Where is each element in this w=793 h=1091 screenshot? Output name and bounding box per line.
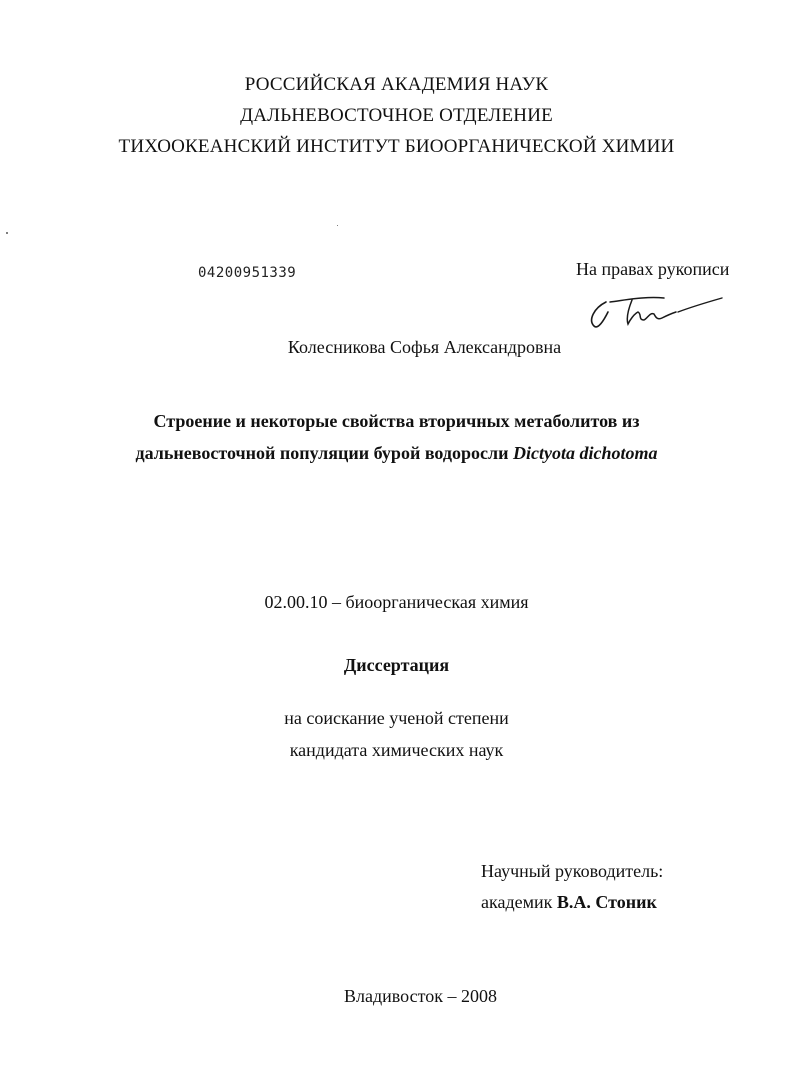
institute-name: ТИХООКЕАНСКИЙ ИНСТИТУТ БИООРГАНИЧЕСКОЙ ХИМИИ — [118, 136, 675, 157]
city-year: Владивосток – 2008 — [344, 986, 497, 1006]
dissertation-title-line-1: Строение и некоторые свойства вторичных метаболитов из — [153, 411, 640, 431]
supervisor-label: Научный руководитель: — [481, 861, 664, 881]
specialty-code: 02.00.10 – биоорганическая химия — [264, 592, 529, 612]
supervisor-name: В.А. Стоник — [556, 892, 657, 912]
degree-line-2: кандидата химических наук — [289, 740, 504, 760]
species-name: Dictyota dichotoma — [512, 443, 658, 463]
registration-number: 04200951339 — [198, 265, 297, 281]
title-text: дальневосточной популяции бурой водоросли — [135, 443, 513, 463]
author-name: Колесникова Софья Александровна — [287, 337, 562, 357]
dissertation-title-line-2 — [0, 443, 793, 464]
degree-line-1: на соискание ученой степени — [284, 708, 509, 728]
scan-speck — [6, 232, 8, 234]
handwritten-signature — [586, 290, 726, 334]
academy-name: РОССИЙСКАЯ АКАДЕМИЯ НАУК — [244, 74, 549, 95]
branch-name: ДАЛЬНЕВОСТОЧНОЕ ОТДЕЛЕНИЕ — [240, 105, 553, 126]
supervisor-name-line — [481, 892, 657, 913]
manuscript-rights-note: На правах рукописи — [576, 259, 730, 279]
scan-speck — [337, 225, 338, 226]
supervisor-rank: академик — [481, 892, 557, 912]
document-type: Диссертация — [343, 655, 450, 675]
